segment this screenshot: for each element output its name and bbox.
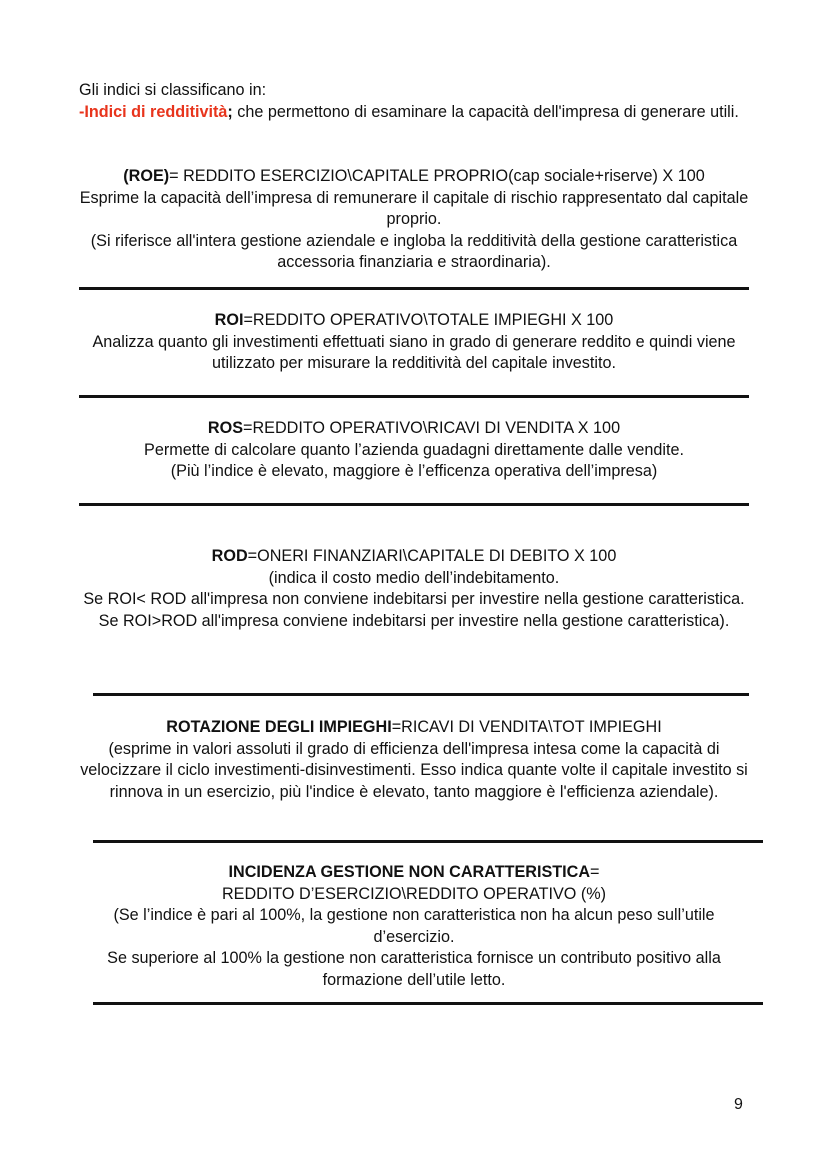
- roi-formula: =REDDITO OPERATIVO\TOTALE IMPIEGHI X 100: [243, 311, 614, 329]
- divider: [93, 1002, 763, 1005]
- category-label: Indici di redditività: [84, 102, 228, 121]
- rotazione-title: ROTAZIONE DEGLI IMPIEGHI: [166, 718, 392, 736]
- ros-formula-line: [79, 418, 749, 440]
- rod-condition-1: Se ROI< ROD all'impresa non conviene indebitarsi per investire nella gestione caratteristica.: [83, 590, 745, 608]
- rotazione-formula-line: [79, 717, 749, 739]
- semicolon: ;: [227, 102, 233, 121]
- roe-note: (Si riferisce all'intera gestione aziendale e ingloba la redditività della gestione caratteristica accessoria finanziaria e straordinaria).: [90, 231, 738, 271]
- rotazione-block: [79, 717, 749, 803]
- roe-description: Esprime la capacità dell’impresa di remunerare il capitale di rischio rappresentato dal capitale proprio.: [79, 188, 749, 228]
- dash: -: [79, 102, 85, 121]
- ros-block: [79, 418, 749, 483]
- divider: [79, 503, 749, 506]
- roe-block: [79, 166, 749, 274]
- page-number: 9: [734, 1096, 743, 1113]
- rotazione-description: (esprime in valori assoluti il grado di efficienza dell'impresa intesa come la capacità di velocizzare il ciclo investimenti-disinvestimenti. Esso indica quante volte il capitale investito si rinnova in un esercizio, più l'indice è elevato, tanto maggiore è l'efficienza aziendale).: [80, 739, 748, 801]
- roi-formula-line: [79, 310, 749, 332]
- intro-section: [79, 80, 759, 123]
- divider: [79, 287, 749, 290]
- divider: [79, 395, 749, 398]
- rod-block: [79, 546, 749, 632]
- ros-formula: =REDDITO OPERATIVO\RICAVI DI VENDITA X 100: [243, 419, 621, 437]
- divider: [93, 693, 749, 696]
- roi-title: ROI: [214, 311, 244, 329]
- divider: [93, 840, 763, 843]
- rod-description: (indica il costo medio dell’indebitamento.: [268, 568, 560, 587]
- incidenza-formula: REDDITO D’ESERCIZIO\REDDITO OPERATIVO (%): [221, 884, 607, 903]
- roi-block: [79, 310, 749, 375]
- rod-formula: =ONERI FINANZIARI\CAPITALE DI DEBITO X 100: [247, 547, 617, 565]
- incidenza-title: INCIDENZA GESTIONE NON CARATTERISTICA: [228, 863, 591, 881]
- incidenza-note-2: Se superiore al 100% la gestione non caratteristica fornisce un contributo positivo alla formazione dell’utile letto.: [107, 949, 721, 989]
- ros-description: Permette di calcolare quanto l’azienda guadagni direttamente dalle vendite.: [144, 440, 684, 459]
- intro-category: [79, 102, 759, 124]
- incidenza-note-1: (Se l’indice è pari al 100%, la gestione non caratteristica non ha alcun peso sull’utile d’esercizio.: [113, 906, 715, 946]
- roi-description: Analizza quanto gli investimenti effettuati siano in grado di generare reddito e quindi viene utilizzato per misurare la redditività del capitale investito.: [92, 332, 736, 372]
- roe-formula-line: [79, 166, 749, 188]
- rod-title: ROD: [211, 547, 248, 565]
- category-description: che permettono di esaminare la capacità dell'impresa di generare utili.: [232, 102, 739, 121]
- roe-formula: = REDDITO ESERCIZIO\CAPITALE PROPRIO(cap sociale+riserve) X 100: [169, 167, 705, 185]
- incidenza-title-line: [79, 862, 749, 884]
- roe-title: (ROE): [123, 167, 170, 185]
- rod-formula-line: [79, 546, 749, 568]
- ros-note: (Più l’indice è elevato, maggiore è l’efficenza operativa dell’impresa): [170, 462, 658, 480]
- rod-condition-2: Se ROI>ROD all'impresa conviene indebitarsi per investire nella gestione caratteristica).: [98, 611, 730, 630]
- ros-title: ROS: [207, 419, 244, 437]
- rotazione-formula: =RICAVI DI VENDITA\TOT IMPIEGHI: [391, 718, 662, 736]
- incidenza-block: [79, 862, 749, 991]
- intro-heading: Gli indici si classificano in:: [79, 81, 267, 99]
- incidenza-eq: =: [590, 863, 600, 881]
